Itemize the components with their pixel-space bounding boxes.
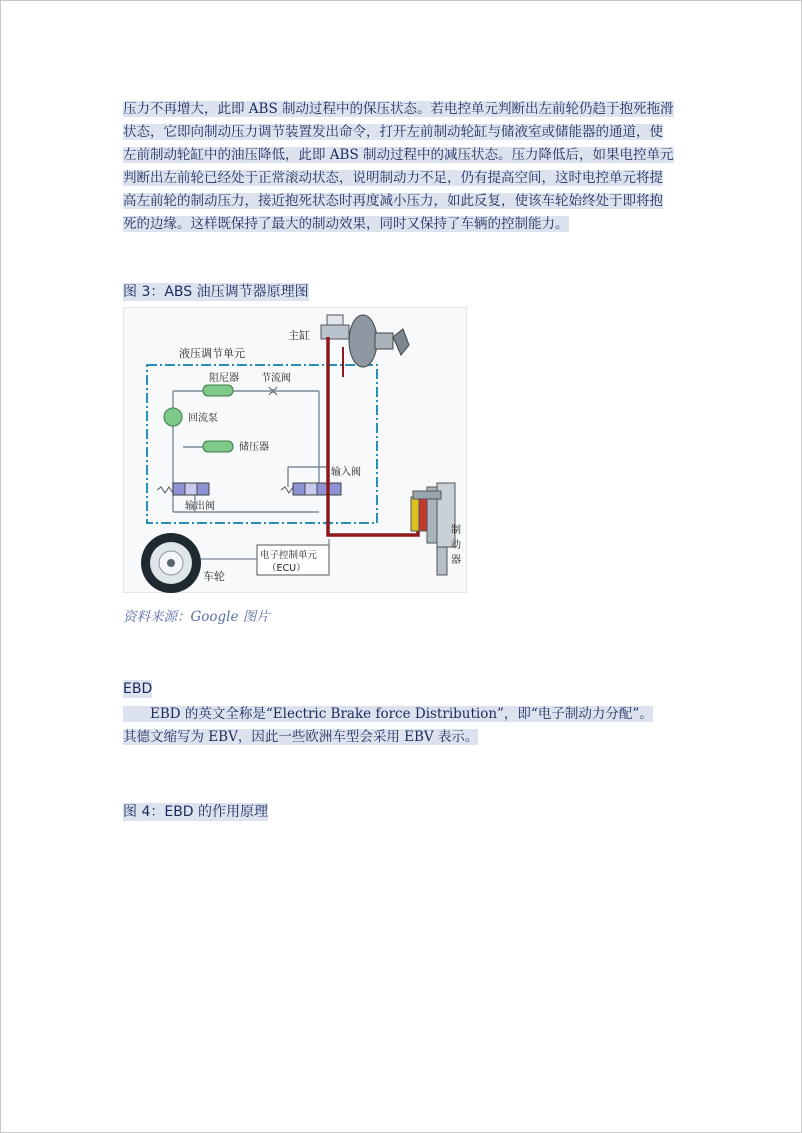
ecu-label-abbr: （ECU） bbox=[267, 563, 306, 574]
accumulator bbox=[203, 441, 233, 452]
ebd-heading: EBD bbox=[123, 681, 153, 697]
text-line: 其德文缩写为 EBV，因此一些欧洲车型会采用 EBV 表示。 bbox=[123, 729, 479, 745]
brake-label-char1: 制 bbox=[451, 525, 461, 536]
text-line: 高左前轮的制动压力，接近抱死状态时再度减小压力，如此反复，使该车轮始终处于即将抱 bbox=[123, 193, 663, 209]
text-line: 左前制动轮缸中的油压降低，此即 ABS 制动过程中的减压状态。压力降低后，如果电控单元 bbox=[123, 147, 674, 163]
return-pump bbox=[164, 408, 182, 426]
brake-label-char3: 器 bbox=[451, 555, 461, 566]
master-cylinder-label: 主缸 bbox=[288, 329, 310, 342]
figure-source: 资料来源：Google 图片 bbox=[123, 609, 270, 625]
paragraph-abs-process bbox=[123, 98, 685, 236]
text-line: 状态，它即向制动压力调节装置发出命令，打开左前制动轮缸与储液室或储能器的通道，使 bbox=[123, 124, 663, 140]
accumulator-label: 储压器 bbox=[239, 442, 269, 453]
brake-label-char2: 动 bbox=[451, 540, 461, 551]
text-line: 压力不再增大，此即 ABS 制动过程中的保压状态。若电控单元判断出左前轮仍趋于抱死拖滑 bbox=[123, 101, 674, 117]
text-line: EBD 的英文全称是“Electric Brake force Distribution”，即“电子制动力分配”。 bbox=[123, 706, 653, 722]
abs-hydraulic-diagram bbox=[123, 307, 467, 593]
inlet-valve-label: 输入阀 bbox=[331, 467, 361, 478]
damper bbox=[203, 385, 233, 396]
text-line: 判断出左前轮已经处于正常滚动状态，说明制动力不足，仍有提高空间，这时电控单元将提 bbox=[123, 170, 663, 186]
paragraph-ebd bbox=[123, 703, 693, 749]
text-line: 死的边缘。这样既保持了最大的制动效果，同时又保持了车辆的控制能力。 bbox=[123, 216, 569, 232]
wheel-label: 车轮 bbox=[203, 570, 225, 583]
figure4-caption: 图 4：EBD 的作用原理 bbox=[123, 804, 269, 820]
figure3-caption: 图 3：ABS 油压调节器原理图 bbox=[123, 284, 309, 300]
wheel bbox=[141, 533, 201, 593]
return-pump-label: 回流泵 bbox=[188, 413, 218, 424]
damper-label: 阻尼器 bbox=[209, 373, 239, 384]
throttle-valve-label: 节流阀 bbox=[261, 373, 291, 384]
ecu-label: 电子控制单元 bbox=[260, 550, 318, 561]
outlet-valve-label: 输出阀 bbox=[185, 501, 215, 512]
hydraulic-unit-label: 液压调节单元 bbox=[179, 347, 245, 360]
